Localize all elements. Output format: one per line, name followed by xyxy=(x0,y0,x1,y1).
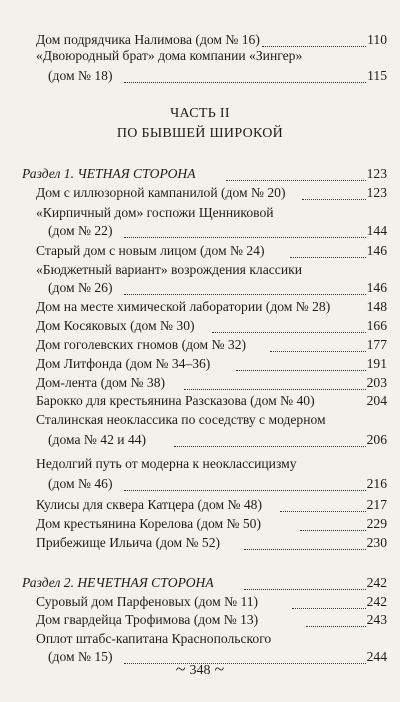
entry-title-line: Недолгий путь от модерна к неоклассицизму xyxy=(36,456,297,471)
entry-title-line: Кулисы для сквера Катцера (дом № 48) xyxy=(36,497,262,512)
entry-page: 148 xyxy=(366,299,387,314)
entry-page: 123 xyxy=(366,185,387,200)
entry-page: 243 xyxy=(366,612,387,627)
section-page: 123 xyxy=(366,166,387,181)
entry-title-line: Прибежище Ильича (дом № 52) xyxy=(36,535,221,550)
entry-title-line: «Кирпичный дом» госпожи Щенниковой xyxy=(36,205,274,220)
entry-title-line: (дом № 18) xyxy=(48,68,113,83)
entry-page: 110 xyxy=(367,32,387,47)
part-subtitle: ПО БЫВШЕЙ ШИРОКОЙ xyxy=(116,126,284,141)
dot-leader xyxy=(124,489,366,491)
section-title: Раздел 1. ЧЕТНАЯ СТОРОНА xyxy=(22,166,196,181)
dot-leader xyxy=(292,607,366,609)
entry-page: 244 xyxy=(366,649,387,664)
section-title: Раздел 2. НЕЧЕТНАЯ СТОРОНА xyxy=(22,575,214,590)
entry-page: 203 xyxy=(366,375,387,390)
part-title: ЧАСТЬ II xyxy=(170,106,230,121)
entry-title-line: (дом № 15) xyxy=(48,649,113,664)
entry-title-line: Дом Литфонда (дом № 34–36) xyxy=(36,356,211,371)
entry-title-line: (дом № 22) xyxy=(48,223,113,238)
entry-title-line: Суровый дом Парфеновых (дом № 11) xyxy=(36,594,259,609)
entry-title-line: Дом-лента (дом № 38) xyxy=(36,375,166,390)
dot-leader xyxy=(124,81,366,83)
entry-page: 216 xyxy=(366,476,387,491)
entry-page: 229 xyxy=(366,516,387,531)
entry-title-line: Дом крестьянина Корелова (дом № 50) xyxy=(36,516,262,531)
dot-leader xyxy=(244,548,366,550)
entry-page: 146 xyxy=(366,243,387,258)
entry-title-line: (дом № 46) xyxy=(48,476,113,491)
entry-title-line: Дом подрядчика Налимова (дом № 16) xyxy=(36,32,260,47)
entry-title-line: «Бюджетный вариант» возрождения классики xyxy=(36,262,302,277)
dot-leader xyxy=(244,588,366,590)
dot-leader xyxy=(124,293,366,295)
entry-title-line: Оплот штабс-капитана Краснопольского xyxy=(36,631,272,646)
entry-page: 115 xyxy=(367,68,387,83)
dot-leader xyxy=(226,179,366,181)
entry-title-line: Дом Косяковых (дом № 30) xyxy=(36,318,195,333)
dot-leader xyxy=(302,198,366,200)
dot-leader xyxy=(270,350,366,352)
entry-page: 166 xyxy=(366,318,387,333)
entry-page: 217 xyxy=(366,497,387,512)
entry-page: 230 xyxy=(366,535,387,550)
entry-page: 242 xyxy=(366,594,387,609)
dot-leader xyxy=(306,625,366,627)
entry-page: 204 xyxy=(366,393,387,408)
entry-page: 146 xyxy=(366,280,387,295)
entry-title-line: Дом гоголевских гномов (дом № 32) xyxy=(36,337,247,352)
ornament-tilde: ~ xyxy=(214,659,225,679)
entry-title-line: Дом гвардейца Трофимова (дом № 13) xyxy=(36,612,259,627)
entry-page: 206 xyxy=(366,432,387,447)
entry-title-line: Дом с иллюзорной кампанилой (дом № 20) xyxy=(36,185,286,200)
ornament-tilde: ~ xyxy=(175,659,186,679)
section-page: 242 xyxy=(366,575,387,590)
dot-leader xyxy=(174,445,366,447)
entry-page: 191 xyxy=(366,356,387,371)
dot-leader xyxy=(290,256,366,258)
dot-leader xyxy=(184,388,366,390)
entry-title-line: Барокко для крестьянина Разсказова (дом № 40) xyxy=(36,393,315,408)
dot-leader xyxy=(280,510,366,512)
dot-leader xyxy=(236,369,366,371)
page-footer xyxy=(0,660,400,680)
page-number: 348 xyxy=(189,663,211,678)
entry-title-line: Старый дом с новым лицом (дом № 24) xyxy=(36,243,265,258)
dot-leader xyxy=(300,529,366,531)
dot-leader xyxy=(124,236,366,238)
entry-title-line: (дома № 42 и 44) xyxy=(48,432,147,447)
entry-title-line: (дом № 26) xyxy=(48,280,113,295)
dot-leader xyxy=(212,331,366,333)
entry-page: 144 xyxy=(366,223,387,238)
entry-page: 177 xyxy=(366,337,387,352)
entry-title-line: Дом на месте химической лаборатории (дом № 28) xyxy=(36,299,331,314)
entry-title-line: «Двоюродный брат» дома компании «Зингер» xyxy=(36,48,303,63)
entry-title-line: Сталинская неоклассика по соседству с модерном xyxy=(36,412,326,427)
